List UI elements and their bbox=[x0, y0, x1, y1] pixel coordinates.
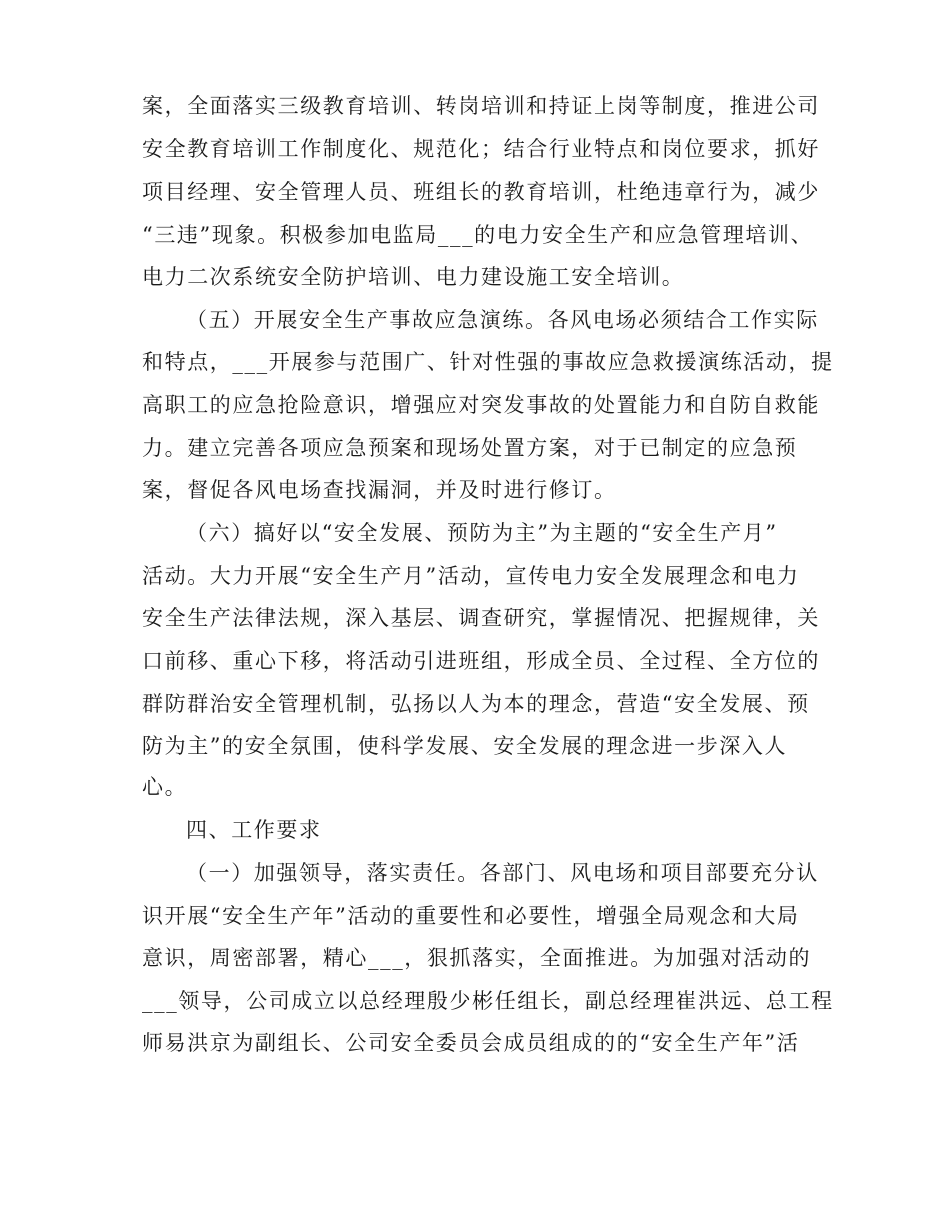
text-line: 电力二次系统安全防护培训、电力建设施工安全培训。 bbox=[142, 265, 685, 289]
text-line: 防为主”的安全氛围，使科学发展、安全发展的理念进一步深入人 bbox=[142, 734, 788, 758]
text-line: 力。建立完善各项应急预案和现场处置方案，对于已制定的应急预 bbox=[142, 436, 798, 460]
text-line: 意识，周密部署，精心___，狠抓落实，全面推进。为加强对活动的 bbox=[142, 946, 812, 970]
text-line: 和特点，___开展参与范围广、针对性强的事故应急救援演练活动，提 bbox=[142, 350, 834, 374]
paragraph-6-start: （六）搞好以“安全发展、预防为主”为主题的“安全生产月” bbox=[186, 521, 778, 545]
text-line: 识开展“安全生产年”活动的重要性和必要性，增强全局观念和大局 bbox=[142, 904, 800, 928]
text-line: 案，督促各风电场查找漏洞，并及时进行修订。 bbox=[142, 478, 617, 502]
text-line: ___领导，公司成立以总经理殷少彬任组长，副总经理崔洪远、总工程 bbox=[142, 989, 834, 1013]
section-heading: 四、工作要求 bbox=[186, 818, 322, 842]
text-line: 师易洪京为副组长、公司安全委员会成员组成的的“安全生产年”活 bbox=[142, 1031, 800, 1055]
text-line: 安全教育培训工作制度化、规范化；结合行业特点和岗位要求，抓好 bbox=[142, 137, 820, 161]
text-line: 项目经理、安全管理人员、班组长的教育培训，杜绝违章行为，减少 bbox=[142, 180, 820, 204]
text-line: “三违”现象。积极参加电监局___的电力安全生产和应急管理培训、 bbox=[142, 223, 814, 247]
text-line: 群防群治安全管理机制，弘扬以人为本的理念，营造“安全发展、预 bbox=[142, 692, 810, 716]
paragraph-5-start: （五）开展安全生产事故应急演练。各风电场必须结合工作实际 bbox=[186, 308, 819, 332]
text-line: 活动。大力开展“安全生产月”活动，宣传电力安全发展理念和电力 bbox=[142, 564, 800, 588]
paragraph-1-start: （一）加强领导，落实责任。各部门、风电场和项目部要充分认 bbox=[186, 861, 819, 885]
text-line: 口前移、重心下移，将活动引进班组，形成全员、全过程、全方位的 bbox=[142, 649, 820, 673]
text-line: 高职工的应急抢险意识，增强应对突发事故的处置能力和自防自救能 bbox=[142, 393, 820, 417]
text-line: 安全生产法律法规，深入基层、调查研究，掌握情况、把握规律，关 bbox=[142, 606, 820, 630]
text-line: 心。 bbox=[142, 775, 188, 799]
text-line: 案，全面落实三级教育培训、转岗培训和持证上岗等制度，推进公司 bbox=[142, 94, 820, 118]
